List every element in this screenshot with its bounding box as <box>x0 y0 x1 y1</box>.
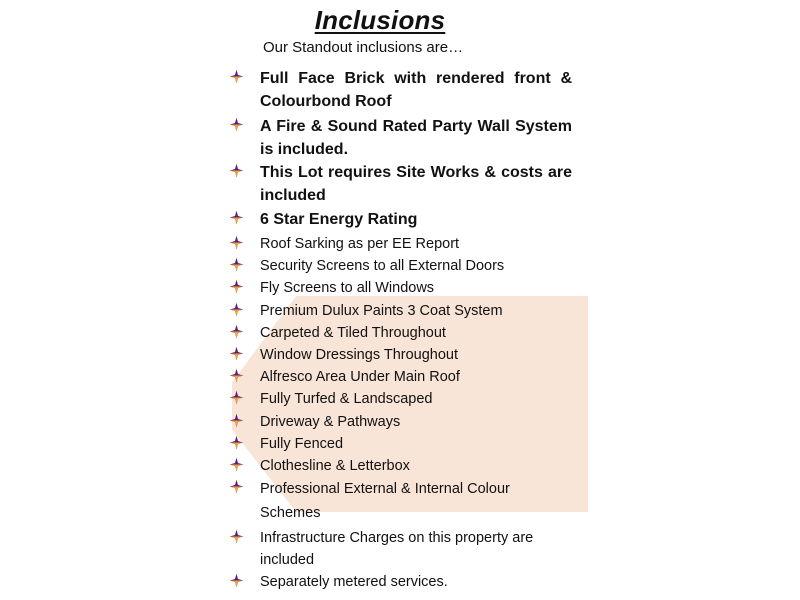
page-title: Inclusions <box>314 5 446 35</box>
four-point-star-bullet-icon <box>229 573 244 588</box>
four-point-star-bullet-icon <box>229 324 244 339</box>
list-item-text: Security Screens to all External Doors <box>260 258 505 274</box>
four-point-star-bullet-icon <box>229 69 244 84</box>
list-item-text: Professional External & Internal Colour Schemes <box>260 481 510 521</box>
four-point-star-bullet-icon <box>229 529 244 544</box>
list-item-text: A Fire & Sound Rated Party Wall System is included. <box>260 118 572 158</box>
four-point-star-bullet-icon <box>229 257 244 272</box>
four-point-star-bullet-icon <box>229 302 244 317</box>
four-point-star-bullet-icon <box>229 235 244 250</box>
list-item-text: Infrastructure Charges on this property are included <box>260 530 534 568</box>
four-point-star-bullet-icon <box>229 210 244 225</box>
four-point-star-bullet-icon <box>229 368 244 383</box>
list-item-text: Separately metered services. <box>260 574 448 590</box>
four-point-star-bullet-icon <box>229 390 244 405</box>
list-item-text: 6 Star Energy Rating <box>260 211 418 228</box>
list-item-text: Fully Turfed & Landscaped <box>260 391 433 407</box>
list-item-text: Premium Dulux Paints 3 Coat System <box>260 303 503 319</box>
list-item-text: Window Dressings Throughout <box>260 347 458 363</box>
list-item-text: Full Face Brick with rendered front & Colourbond Roof <box>260 70 572 110</box>
four-point-star-bullet-icon <box>229 457 244 472</box>
four-point-star-bullet-icon <box>229 117 244 132</box>
four-point-star-bullet-icon <box>229 279 244 294</box>
intro-text: Our Standout inclusions are… <box>263 39 464 56</box>
four-point-star-bullet-icon <box>229 163 244 178</box>
four-point-star-bullet-icon <box>229 479 244 494</box>
list-item-text: Roof Sarking as per EE Report <box>260 236 460 252</box>
four-point-star-bullet-icon <box>229 413 244 428</box>
list-item-text: Fully Fenced <box>260 436 344 452</box>
list-item-text: This Lot requires Site Works & costs are included <box>260 164 572 204</box>
list-item-text: Driveway & Pathways <box>260 414 401 430</box>
four-point-star-bullet-icon <box>229 346 244 361</box>
list-item-text: Carpeted & Tiled Throughout <box>260 325 446 341</box>
four-point-star-bullet-icon <box>229 435 244 450</box>
list-item-text: Fly Screens to all Windows <box>260 280 435 296</box>
list-item-text: Clothesline & Letterbox <box>260 458 410 474</box>
list-item-text: Alfresco Area Under Main Roof <box>260 369 460 385</box>
